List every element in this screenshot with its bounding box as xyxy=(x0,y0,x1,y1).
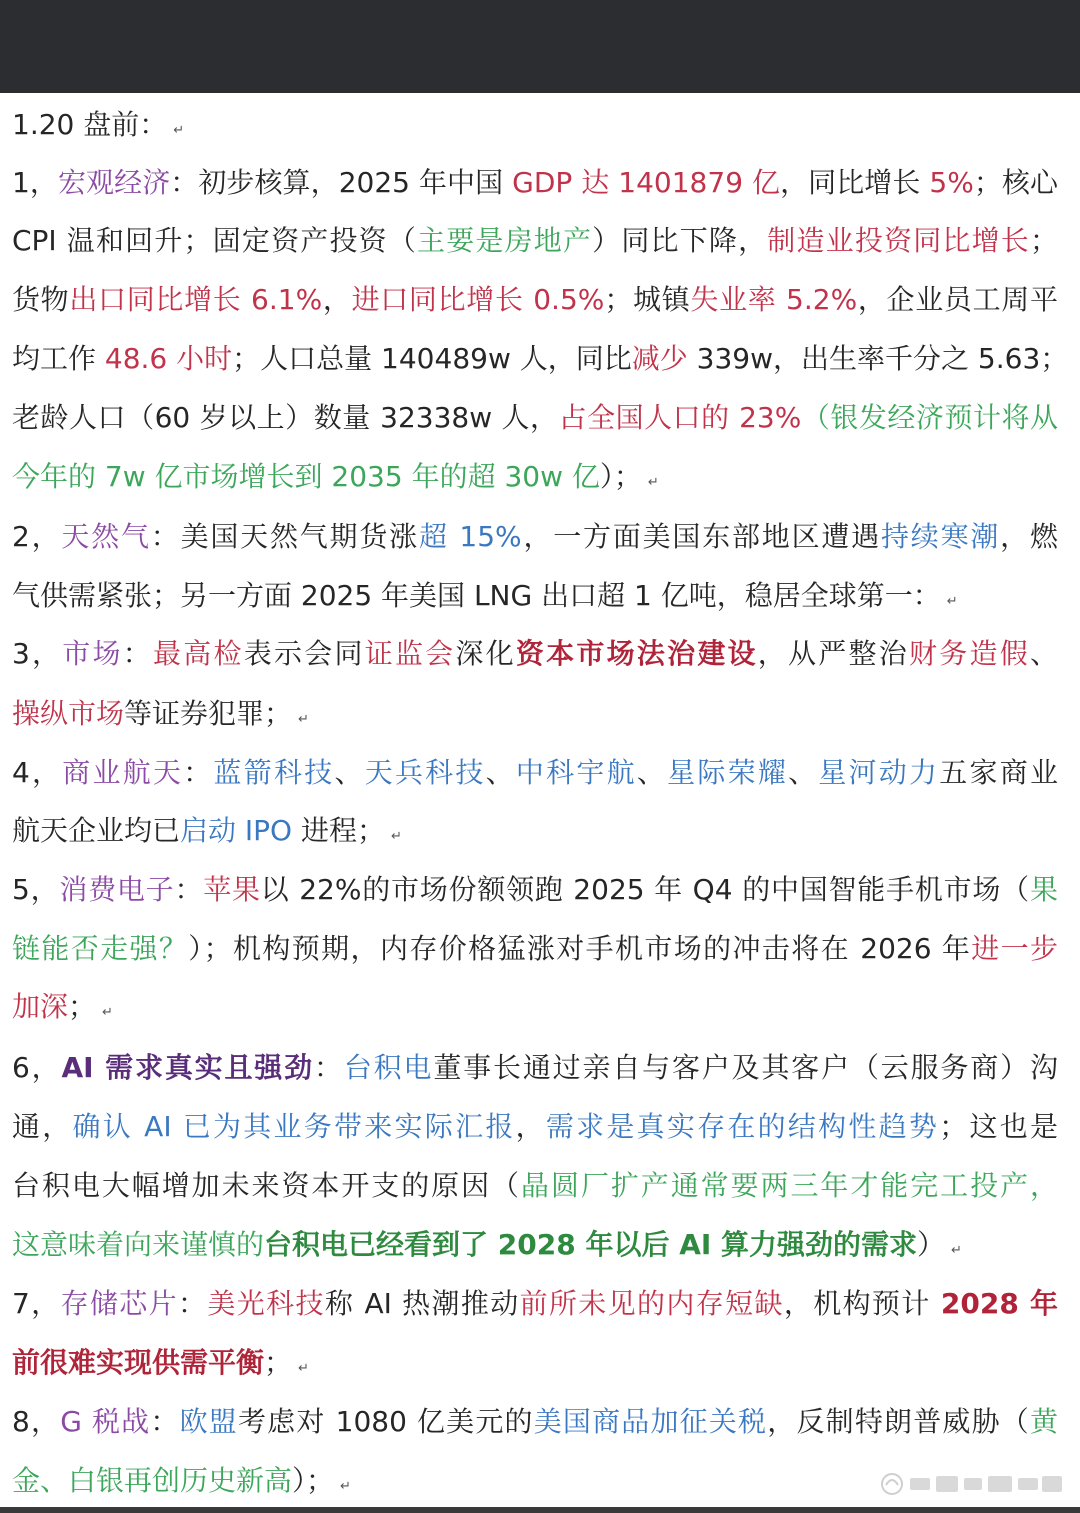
text-segment: ：初步核算，2025 年中国 xyxy=(170,166,513,199)
text-segment: 制造业投资同比增长 xyxy=(767,224,1030,257)
text-segment: （银发经济预计将从 xyxy=(801,401,1058,434)
text-segment: 中科宇航 xyxy=(515,756,637,789)
text-segment: G 税战 xyxy=(60,1405,151,1438)
text-segment: 进程； xyxy=(292,814,386,847)
text-segment: 最高检 xyxy=(153,637,244,670)
text-segment: 欧盟 xyxy=(179,1405,238,1438)
text-segment: ，同比增长 xyxy=(780,166,930,199)
content-line xyxy=(12,987,1058,1033)
text-segment: 蓝箭科技 xyxy=(213,756,335,789)
paragraph-return-icon: ↵ xyxy=(298,1361,309,1376)
paragraph-return-icon: ↵ xyxy=(298,712,309,727)
text-segment: ，一方面美国东部地区遭遇 xyxy=(521,520,881,553)
text-segment: CPI 温和回升；固定资产投资（ xyxy=(12,224,418,257)
text-segment: 链能否走强？ xyxy=(12,932,189,965)
text-segment: 339w，出生率千分之 5.63； xyxy=(687,342,1069,375)
paragraph-return-icon: ↵ xyxy=(391,829,402,844)
text-segment: 前很难实现供需平衡 xyxy=(12,1346,265,1379)
text-segment: 确认 AI 已为其业务带来实际汇报 xyxy=(72,1110,516,1143)
text-segment: 五家商业 xyxy=(939,756,1058,789)
text-segment: 占全国人口的 23% xyxy=(558,401,802,434)
text-segment: ： xyxy=(122,637,154,670)
top-dark-bar xyxy=(0,0,1080,93)
text-segment: 果 xyxy=(1029,873,1058,906)
paragraph-return-icon: ↵ xyxy=(946,594,958,609)
content-line xyxy=(12,280,1058,320)
text-segment: 、 xyxy=(334,756,365,789)
text-segment: ，企业员工周平 xyxy=(857,283,1058,316)
paragraph-return-icon: ↵ xyxy=(951,1243,962,1258)
text-segment: 台积电大幅增加未来资本开支的原因（ xyxy=(12,1169,521,1202)
text-segment: 4， xyxy=(12,756,63,789)
content-line xyxy=(12,1284,1058,1324)
text-segment: AI 需求真实且强劲 xyxy=(61,1051,314,1084)
text-segment: 董事长通过亲自与客户及其客户（云服务商）沟 xyxy=(433,1051,1058,1084)
text-segment: ： xyxy=(150,1405,180,1438)
text-segment: 加深 xyxy=(12,990,69,1023)
paragraph-return-icon: ↵ xyxy=(340,1479,351,1494)
text-segment: 台积电 xyxy=(343,1051,434,1084)
text-segment: 晶圆厂扩产通常要两三年才能完工投产， xyxy=(521,1169,1058,1202)
content-line xyxy=(12,811,1058,857)
text-segment: 天然气 xyxy=(61,520,151,553)
text-segment: ，从严整治 xyxy=(757,637,909,670)
content-line xyxy=(12,457,1058,503)
text-segment: ： xyxy=(174,873,204,906)
text-segment: ；人口总量 140489w 人，同比 xyxy=(232,342,632,375)
paragraph-return-icon: ↵ xyxy=(173,123,185,138)
text-segment: 前所未见的内存短缺 xyxy=(519,1287,784,1320)
text-segment: ；核心 xyxy=(973,166,1058,199)
text-segment: 表示会同 xyxy=(243,637,365,670)
text-segment: 进口同比增长 0.5% xyxy=(351,283,605,316)
content-line xyxy=(12,517,1058,557)
text-segment: ；这也是 xyxy=(939,1110,1058,1143)
text-segment: 5% xyxy=(929,166,974,199)
content-line xyxy=(12,398,1058,438)
content-line xyxy=(12,163,1058,203)
text-segment: 、 xyxy=(636,756,668,789)
text-segment: 48.6 小时 xyxy=(104,342,233,375)
text-segment: 这意味着向来谨慎的 xyxy=(12,1228,265,1261)
text-segment: 星河动力 xyxy=(818,756,940,789)
text-segment: 需求是真实存在的结构性趋势 xyxy=(545,1110,940,1143)
text-segment: 1， xyxy=(12,166,58,199)
text-segment: 出口同比增长 6.1% xyxy=(69,283,323,316)
content-line xyxy=(12,1048,1058,1088)
text-segment: ， xyxy=(322,283,352,316)
content-line xyxy=(12,929,1058,969)
content-line xyxy=(12,1107,1058,1147)
text-segment: ，燃 xyxy=(1000,520,1058,553)
text-segment: ）；机构预期，内存价格猛涨对手机市场的冲击将在 2026 年 xyxy=(188,932,972,965)
text-segment: ；城镇 xyxy=(604,283,691,316)
text-segment: 均工作 xyxy=(12,342,105,375)
content-line xyxy=(12,1166,1058,1206)
content-line xyxy=(12,221,1058,261)
text-segment: ，机构预计 xyxy=(783,1287,941,1320)
text-segment: 超 15% xyxy=(418,520,522,553)
text-segment: ： xyxy=(183,756,214,789)
text-segment: 失业率 5.2% xyxy=(690,283,858,316)
text-segment: 6， xyxy=(12,1051,62,1084)
text-segment: 证监会 xyxy=(364,637,456,670)
content-line xyxy=(12,1402,1058,1442)
text-segment: 今年的 7w 亿市场增长到 2035 年的超 30w 亿 xyxy=(12,460,600,493)
text-segment: 星际荣耀 xyxy=(667,756,789,789)
text-segment: ：美国天然气期货涨 xyxy=(150,520,419,553)
title-text: 1.20 盘前： xyxy=(12,108,168,141)
bottom-edge xyxy=(0,1507,1080,1513)
text-segment: 商业航天 xyxy=(62,756,184,789)
text-segment: 2， xyxy=(12,520,62,553)
text-segment: 存储芯片 xyxy=(60,1287,178,1320)
content-line xyxy=(12,870,1058,910)
text-segment: 持续寒潮 xyxy=(880,520,1001,553)
text-segment: ，反制特朗普威胁（ xyxy=(767,1405,1030,1438)
paragraph-return-icon: ↵ xyxy=(102,1005,113,1020)
text-segment: 进一步 xyxy=(971,932,1058,965)
content-line xyxy=(12,694,1058,740)
content-line xyxy=(12,339,1069,379)
text-segment: ； xyxy=(68,990,97,1023)
text-segment: 美国商品加征关税 xyxy=(533,1405,768,1438)
text-segment: 台积电已经看到了 2028 年以后 AI 算力强劲的需求 xyxy=(264,1228,918,1261)
text-segment: 通， xyxy=(12,1110,73,1143)
content-line xyxy=(12,576,1058,622)
text-segment: 等证券犯罪； xyxy=(124,697,293,730)
text-segment: ）； xyxy=(292,1464,335,1497)
text-segment: ； xyxy=(264,1346,293,1379)
text-segment: 深化 xyxy=(455,637,516,670)
content-line xyxy=(12,753,1058,793)
text-segment: 7， xyxy=(12,1287,61,1320)
document-title xyxy=(12,105,1058,151)
text-segment: ； xyxy=(1029,224,1058,257)
paragraph-return-icon: ↵ xyxy=(647,475,659,490)
text-segment: 消费电子 xyxy=(59,873,175,906)
text-segment: 苹果 xyxy=(203,873,261,906)
text-segment: ）同比下降， xyxy=(592,224,768,257)
text-segment: 、 xyxy=(788,756,819,789)
text-segment: 考虑对 1080 亿美元的 xyxy=(237,1405,534,1438)
text-segment: 天兵科技 xyxy=(364,756,486,789)
text-segment: GDP 达 1401879 亿 xyxy=(512,166,781,199)
text-segment: 主要是房地产 xyxy=(417,224,593,257)
text-segment: ） xyxy=(917,1228,946,1261)
text-segment: 2028 年 xyxy=(940,1287,1058,1320)
text-segment: 、 xyxy=(1029,637,1058,670)
text-segment: 航天企业均已 xyxy=(12,814,181,847)
text-segment: 金、白银再创历史新高 xyxy=(12,1464,293,1497)
text-segment: 资本市场法治建设 xyxy=(515,637,758,670)
text-segment: 美光科技 xyxy=(207,1287,325,1320)
content-line xyxy=(12,1343,1058,1389)
content-line xyxy=(12,1225,1058,1271)
text-segment: ： xyxy=(178,1287,208,1320)
text-segment: ， xyxy=(515,1110,546,1143)
text-segment: 3， xyxy=(12,637,63,670)
content-line xyxy=(12,634,1058,674)
text-segment: 称 AI 热潮推动 xyxy=(324,1287,520,1320)
text-segment: 市场 xyxy=(62,637,123,670)
platform-watermark-icon xyxy=(878,1470,1068,1498)
text-segment: 宏观经济 xyxy=(57,166,171,199)
text-segment: 启动 IPO xyxy=(180,814,293,847)
text-segment: ： xyxy=(313,1051,344,1084)
text-segment: ）； xyxy=(599,460,642,493)
text-segment: 货物 xyxy=(12,283,70,316)
text-segment: 黄 xyxy=(1029,1405,1058,1438)
text-segment: 老龄人口（60 岁以上）数量 32338w 人， xyxy=(12,401,559,434)
text-segment: 、 xyxy=(485,756,516,789)
text-segment: 操纵市场 xyxy=(12,697,125,730)
document-body xyxy=(0,93,1080,1513)
text-segment: 减少 xyxy=(631,342,688,375)
text-segment: 8， xyxy=(12,1405,61,1438)
text-segment: 气供需紧张；另一方面 2025 年美国 LNG 出口超 1 亿吨，稳居全球第一： xyxy=(12,579,941,612)
text-segment: 5， xyxy=(12,873,60,906)
text-segment: 以 22%的市场份额领跑 2025 年 Q4 的中国智能手机市场（ xyxy=(260,873,1030,906)
text-segment: 财务造假 xyxy=(908,637,1030,670)
